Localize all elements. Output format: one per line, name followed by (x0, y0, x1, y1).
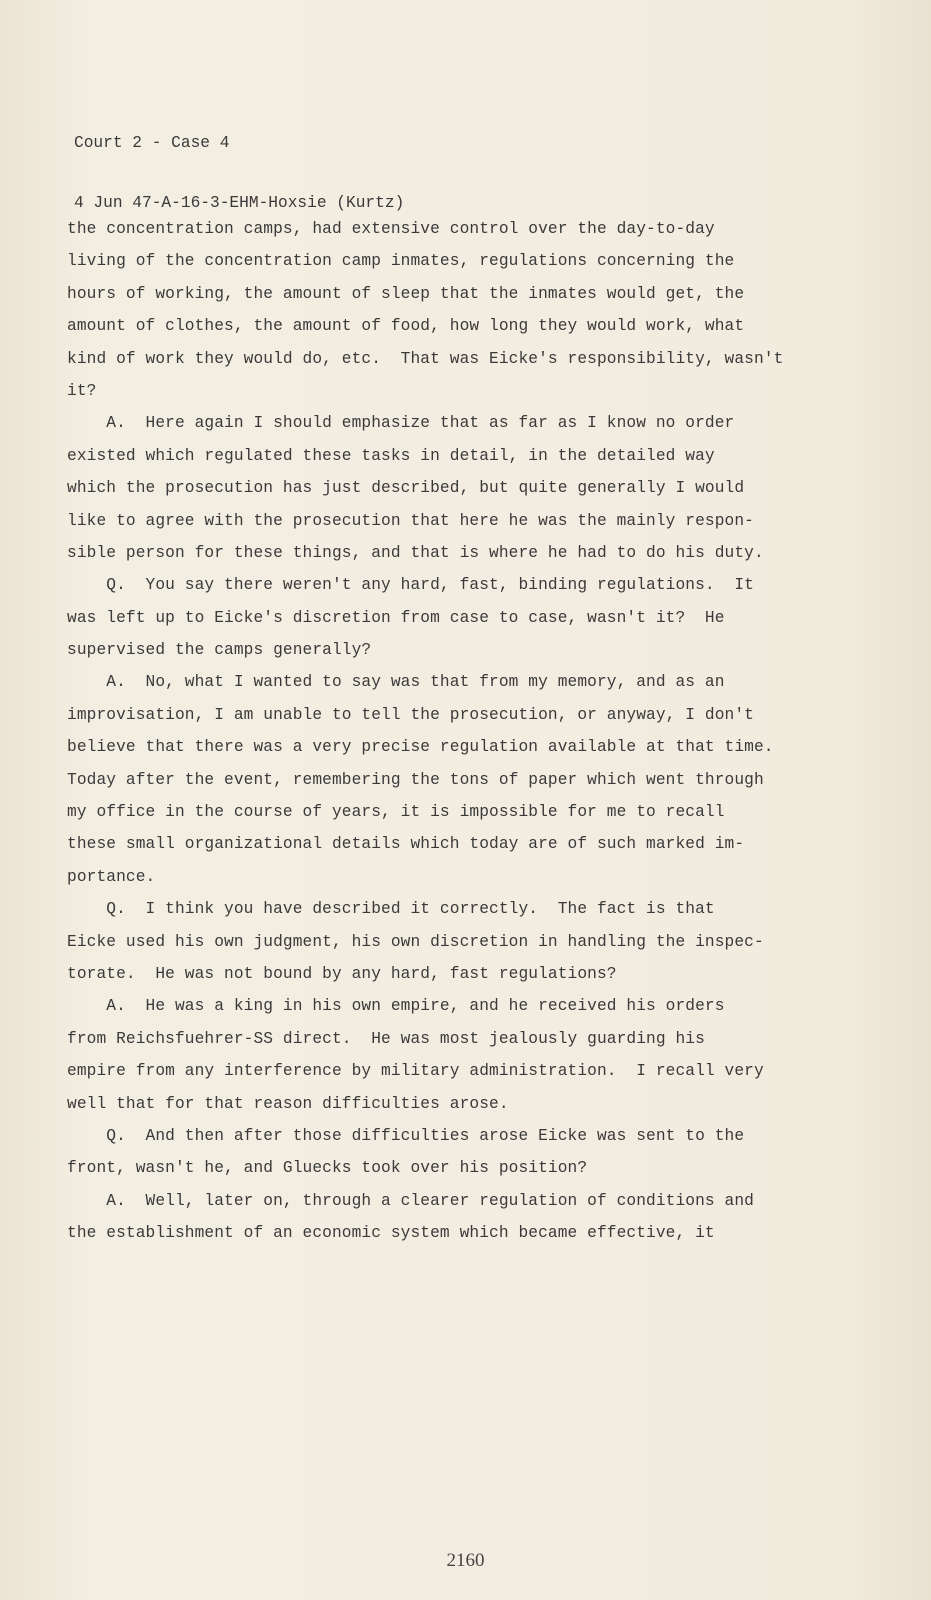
header-reference: 4 Jun 47-A-16-3-EHM-Hoxsie (Kurtz) (74, 194, 405, 212)
transcript-line: front, wasn't he, and Gluecks took over his position? (67, 1159, 588, 1178)
transcript-line: well that for that reason difficulties arose. (67, 1094, 509, 1113)
transcript-line: my office in the course of years, it is impossible for me to recall (67, 803, 725, 822)
transcript-line: supervised the camps generally? (67, 641, 372, 660)
transcript-line: portance. (67, 867, 156, 886)
transcript-line: Eicke used his own judgment, his own discretion in handling the inspec- (67, 932, 764, 951)
transcript-line: the concentration camps, had extensive control over the day-to-day (67, 220, 715, 238)
transcript-line: A. No, what I wanted to say was that from my memory, and as an (67, 673, 725, 692)
transcript-line: the establishment of an economic system which became effective, it (67, 1224, 715, 1243)
transcript-line: torate. He was not bound by any hard, fast regulations? (67, 964, 617, 983)
transcript-line: A. Well, later on, through a clearer regulation of conditions and (67, 1191, 754, 1210)
transcript-line: which the prosecution has just described, but quite generally I would (67, 479, 745, 498)
transcript-line: was left up to Eicke's discretion from case to case, wasn't it? He (67, 608, 725, 627)
transcript-line: like to agree with the prosecution that here he was the mainly respon- (67, 511, 754, 530)
transcript-line: A. Here again I should emphasize that as far as I know no order (67, 414, 735, 433)
transcript-line: amount of clothes, the amount of food, how long they would work, what (67, 317, 745, 336)
transcript-line: sible person for these things, and that is where he had to do his duty. (67, 543, 764, 562)
transcript-line: Q. I think you have described it correctly. The fact is that (67, 900, 715, 919)
transcript-line: empire from any interference by military administration. I recall very (67, 1062, 764, 1081)
transcript-line: it? (67, 381, 97, 400)
header-court-case: Court 2 - Case 4 (74, 134, 230, 152)
transcript-line: existed which regulated these tasks in detail, in the detailed way (67, 446, 715, 465)
transcript-line: believe that there was a very precise regulation available at that time. (67, 738, 774, 757)
page-number: 2160 (446, 1550, 485, 1571)
transcript-line: A. He was a king in his own empire, and he received his orders (67, 997, 725, 1016)
transcript-line: Today after the event, remembering the tons of paper which went through (67, 770, 764, 789)
transcript-line: Q. You say there weren't any hard, fast, binding regulations. It (67, 576, 754, 595)
transcript-line: kind of work they would do, etc. That was Eicke's responsibility, wasn't (67, 349, 784, 368)
transcript-line: from Reichsfuehrer-SS direct. He was most jealously guarding his (67, 1029, 705, 1048)
transcript-line: Q. And then after those difficulties arose Eicke was sent to the (67, 1126, 745, 1145)
transcript-line: living of the concentration camp inmates, regulations concerning the (67, 252, 735, 271)
transcript-line: hours of working, the amount of sleep that the inmates would get, the (67, 284, 745, 303)
transcript-line: these small organizational details which today are of such marked im- (67, 835, 745, 854)
transcript-body (67, 213, 783, 1250)
transcript-line: improvisation, I am unable to tell the prosecution, or anyway, I don't (67, 705, 754, 724)
